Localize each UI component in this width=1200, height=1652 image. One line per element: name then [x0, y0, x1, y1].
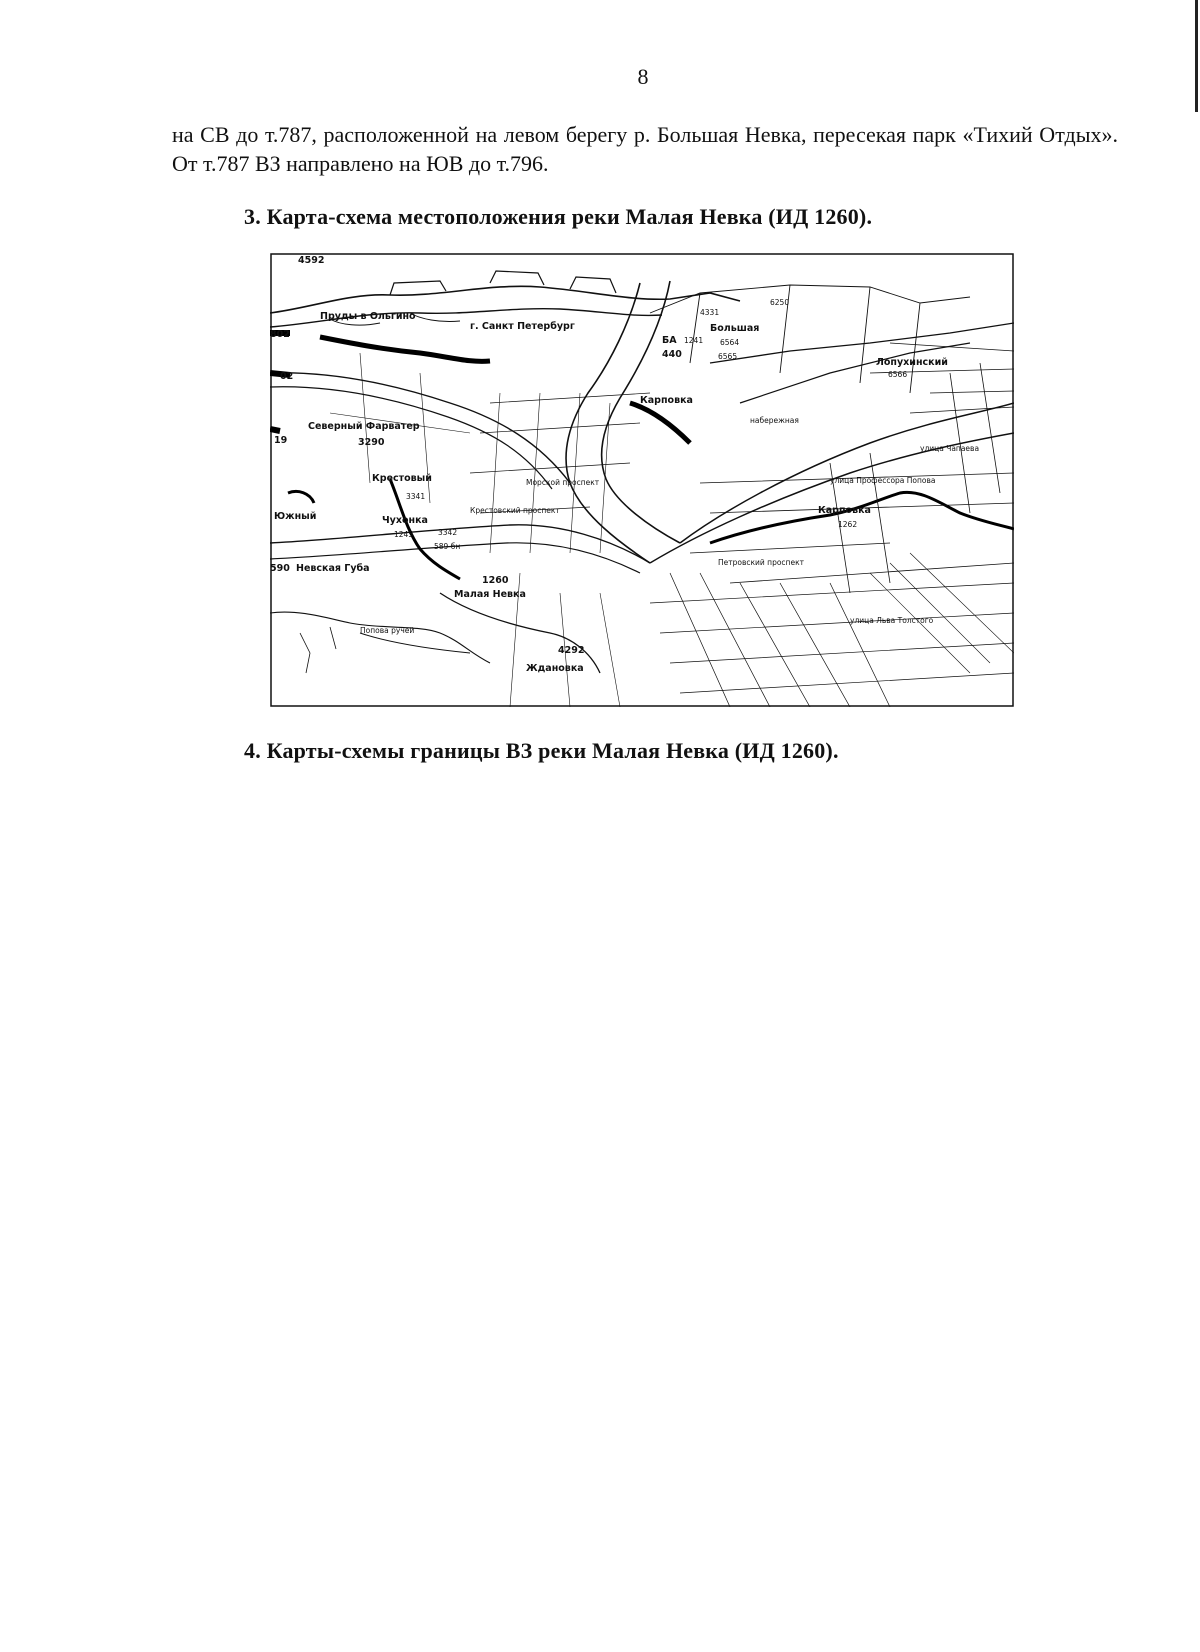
map-label: Лопухинский: [876, 357, 948, 368]
map-label: 1260: [482, 575, 509, 586]
map-label: 4331: [700, 308, 720, 317]
map-label: улица Льва Толстого: [850, 616, 934, 625]
map-label: улица Профессора Попова: [830, 476, 936, 485]
map-label: Петровский проспект: [718, 558, 804, 567]
map-label: 6566: [888, 370, 908, 379]
page-number: 8: [637, 64, 649, 89]
location-map: [270, 253, 1014, 707]
map-label: г. Санкт Петербург: [470, 321, 575, 332]
section-heading-4: 4. Карты-схемы границы ВЗ реки Малая Невка (ИД 1260).: [244, 738, 839, 763]
map-label: 6250: [770, 298, 790, 307]
map-label: 6565: [718, 352, 738, 361]
map-label: Карповка: [640, 395, 693, 406]
map-label: Северный Фарватер: [308, 421, 420, 432]
map-label: 19: [274, 435, 288, 446]
map-label: 3342: [438, 528, 458, 537]
map-label: 6564: [720, 338, 740, 347]
map-label: Большая: [710, 323, 760, 334]
map-label: БА: [662, 335, 677, 346]
map-label: Карповка: [818, 505, 871, 516]
map-label: 1241: [684, 336, 704, 345]
map-label: Чухонка: [382, 515, 428, 526]
body-paragraph: на СВ до т.787, расположенной на левом берегу р. Большая Невка, пересекая парк «Тихий Отдых». От т.787 ВЗ направлено на ЮВ до т.796.: [172, 122, 1118, 176]
map-label: 589 бн: [434, 542, 461, 551]
map-label: 4292: [558, 645, 585, 656]
map-label: Малая Невка: [454, 589, 526, 600]
map-label: Крестовый: [372, 473, 432, 484]
map-label: 02: [280, 371, 294, 382]
map-label: 590: [270, 563, 290, 574]
map-label: 3290: [358, 437, 385, 448]
map-label: улица Чапаева: [920, 444, 980, 453]
scan-edge-mark: [1195, 0, 1198, 112]
map-label: Невская Губа: [296, 563, 370, 574]
map-label: Попова ручей: [360, 626, 415, 635]
map-label: Крестовский проспект: [470, 506, 560, 515]
map-label: 440: [662, 349, 682, 360]
map-label: Морской проспект: [526, 478, 600, 487]
section-heading-3: 3. Карта-схема местоположения реки Малая Невка (ИД 1260).: [244, 204, 873, 229]
map-label: Ждановка: [526, 663, 584, 674]
map-label: 1262: [838, 520, 858, 529]
map-label: Пруды в Ольгино: [320, 311, 416, 322]
map-label: 3341: [406, 492, 426, 501]
map-label: 802: [270, 329, 290, 340]
map-label: Южный: [274, 511, 317, 522]
map-label: 1245: [394, 530, 414, 539]
map-label: набережная: [750, 416, 799, 425]
map-label: 4592: [298, 255, 325, 266]
